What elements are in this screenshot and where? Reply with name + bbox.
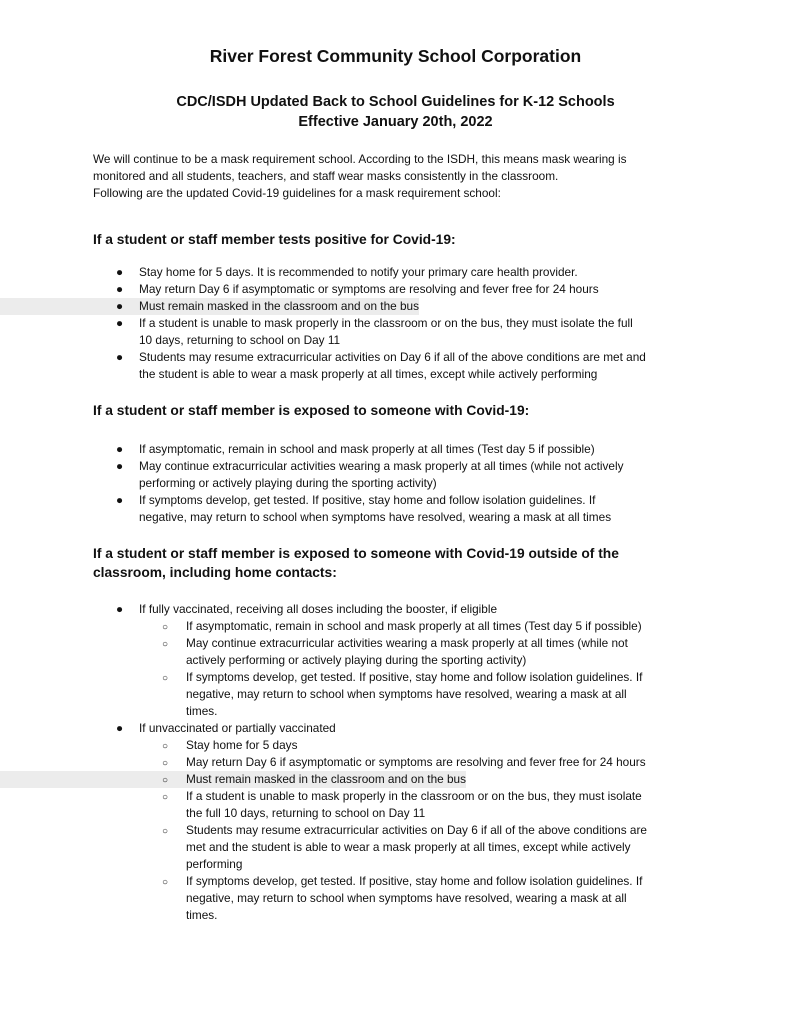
effective-date: Effective January 20th, 2022 <box>298 114 493 130</box>
sub-bullet-icon: ○ <box>162 792 169 803</box>
exposed-guidelines-list <box>0 441 624 526</box>
positive-guidelines-list <box>0 264 759 383</box>
bullet-icon: ● <box>116 602 124 616</box>
sub-list-item: ○ If symptoms develop, get tested. If positive, stay home and follow isolation guidelines. If negative, may return to school when symptoms have resolved, wearing a mask at all times. <box>162 874 643 922</box>
bullet-icon: ● <box>116 459 124 473</box>
sub-bullet-icon: ○ <box>162 877 169 888</box>
list-item: ● If asymptomatic, remain in school and mask properly at all times (Test day 5 if possible) <box>116 442 595 456</box>
section-heading-exposed: If a student or staff member is exposed to someone with Covid-19: <box>93 403 530 418</box>
bullet-icon: ● <box>116 316 124 330</box>
bullet-icon: ● <box>116 265 124 279</box>
list-item: ● If a student is unable to mask properly in the classroom or on the bus, they must isolate the full 10 days, returning to school on Day 11 <box>116 316 633 347</box>
organization-title: River Forest Community School Corporation <box>209 46 582 66</box>
sub-list-item: ○ Students may resume extracurricular activities on Day 6 if all of the above conditions are met and the student is able to wear a mask properly at all times, except while actively performing <box>162 823 647 871</box>
intro-line: monitored and all students, teachers, and staff wear masks consistently in the classroom. <box>93 169 559 183</box>
bullet-icon: ● <box>116 299 124 313</box>
section-heading-positive: If a student or staff member tests positive for Covid-19: <box>93 232 456 247</box>
sub-list-item: ○ May return Day 6 if asymptomatic or symptoms are resolving and fever free for 24 hours <box>0 754 766 771</box>
section-heading-outside-exposure: If a student or staff member is exposed to someone with Covid-19 outside of the classroom, including home contacts: <box>93 546 619 580</box>
sub-list-item: ○ May continue extracurricular activities wearing a mask properly at all times (while not actively performing or actively playing during the sporting activity) <box>162 636 628 667</box>
intro-paragraph <box>93 151 627 202</box>
sub-list-item: ○ If a student is unable to mask properly in the classroom or on the bus, they must isolate the full 10 days, returning to school on Day 11 <box>162 789 642 820</box>
intro-line: We will continue to be a mask requirement school. According to the ISDH, this means mask wearing is <box>93 152 627 166</box>
list-item: ● If fully vaccinated, receiving all doses including the booster, if eligible <box>116 602 498 616</box>
outside-exposure-guidelines-list <box>0 601 766 924</box>
sub-bullet-icon: ○ <box>162 622 169 633</box>
sub-list-item: ○ If symptoms develop, get tested. If positive, stay home and follow isolation guidelines. If negative, may return to school when symptoms have resolved, wearing a mask at all times. <box>162 670 643 718</box>
sub-bullet-icon: ○ <box>162 639 169 650</box>
sub-bullet-icon: ○ <box>162 758 169 769</box>
list-item: ● May return Day 6 if asymptomatic or symptoms are resolving and fever free for 24 hours <box>116 282 599 296</box>
document-subtitle: CDC/ISDH Updated Back to School Guidelines for K-12 Schools <box>176 94 615 110</box>
list-item: ● If unvaccinated or partially vaccinated <box>116 721 336 735</box>
intro-line: Following are the updated Covid-19 guidelines for a mask requirement school: <box>93 186 501 200</box>
sub-bullet-icon: ○ <box>162 673 169 684</box>
sub-bullet-icon: ○ <box>162 741 169 752</box>
bullet-icon: ● <box>116 442 124 456</box>
list-item: ● Must remain masked in the classroom and on the bus <box>0 298 419 315</box>
sub-list-item: ○ Must remain masked in the classroom and on the bus <box>0 771 466 788</box>
sub-list-item: ○ Stay home for 5 days <box>0 737 766 754</box>
list-item: ● Stay home for 5 days. It is recommended to notify your primary care health provider. <box>116 265 578 279</box>
list-item: ● Students may resume extracurricular activities on Day 6 if all of the above conditions are met and the student is able to wear a mask properly at all times, except while actively performing <box>116 350 646 381</box>
list-item: ● May continue extracurricular activities wearing a mask properly at all times (while not actively performing or actively playing during the sporting activity) <box>116 459 624 490</box>
bullet-icon: ● <box>116 282 124 296</box>
sub-bullet-icon: ○ <box>162 826 169 837</box>
bullet-icon: ● <box>116 493 124 507</box>
sub-bullet-icon: ○ <box>162 775 169 786</box>
sub-list-item: ○ If asymptomatic, remain in school and mask properly at all times (Test day 5 if possible) <box>0 618 766 635</box>
bullet-icon: ● <box>116 350 124 364</box>
bullet-icon: ● <box>116 721 124 735</box>
list-item: ● If symptoms develop, get tested. If positive, stay home and follow isolation guidelines. If negative, may return to school when symptoms have resolved, wearing a mask at all times <box>116 493 612 524</box>
